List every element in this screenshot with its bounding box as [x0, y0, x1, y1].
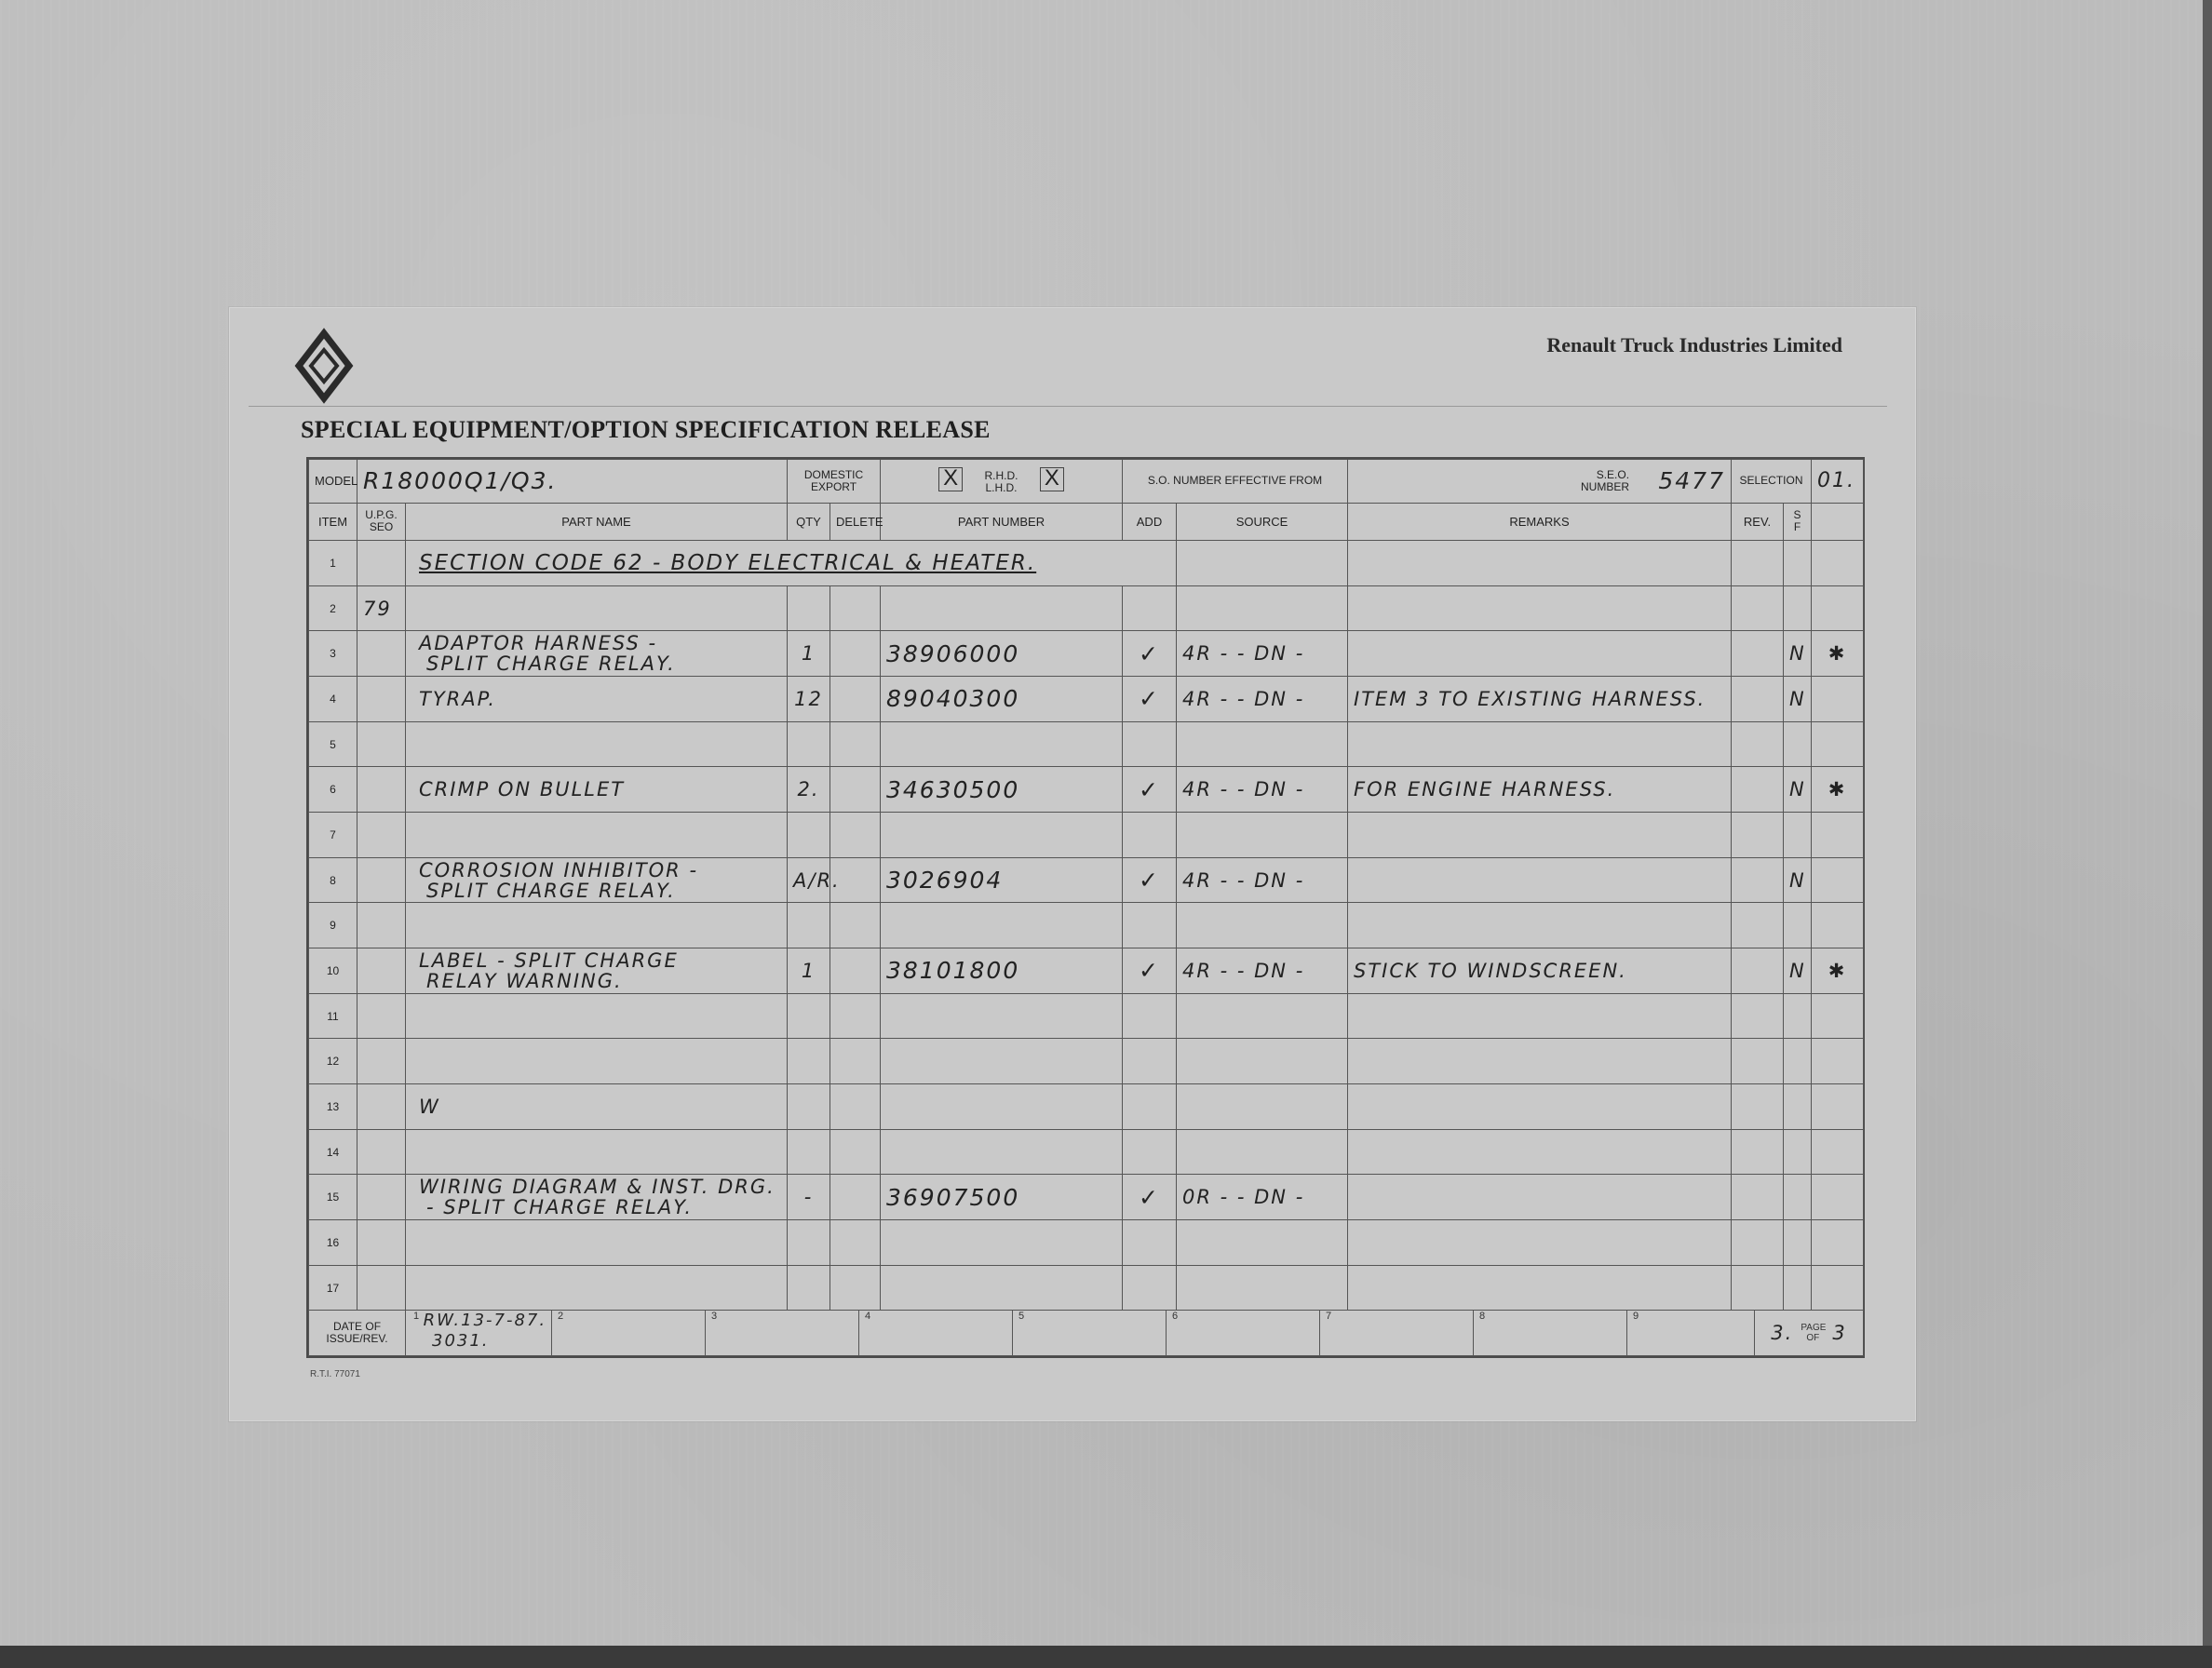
- rev-cell: [1732, 948, 1784, 994]
- item-number: 6: [309, 767, 357, 813]
- source-cell: 4R - - DN -: [1177, 677, 1348, 722]
- table-row: [309, 857, 1864, 903]
- flag-cell: [1784, 813, 1812, 858]
- source-cell: 4R - - DN -: [1177, 948, 1348, 994]
- table-row: [309, 631, 1864, 677]
- star-cell: [1812, 813, 1864, 858]
- upg-seo-cell: [357, 857, 406, 903]
- col-blank: [1812, 503, 1864, 541]
- part-number-cell: [881, 1265, 1123, 1311]
- star-cell: ✱: [1812, 631, 1864, 677]
- flag-cell: [1784, 1129, 1812, 1175]
- page-current: 3.: [1771, 1322, 1794, 1345]
- col-part-number: PART NUMBER: [881, 503, 1123, 541]
- flag-cell: N: [1784, 631, 1812, 677]
- item-number: 16: [309, 1220, 357, 1266]
- part-name-line-2: - SPLIT CHARGE RELAY.: [426, 1196, 693, 1219]
- part-name-line: CRIMP ON BULLET: [419, 778, 626, 801]
- domestic-export-cell: [788, 460, 881, 504]
- rev-cell: [1732, 1265, 1784, 1311]
- upg-seo-cell: [357, 1039, 406, 1084]
- part-number-cell: [881, 1039, 1123, 1084]
- flag-cell: [1784, 1265, 1812, 1311]
- part-number-cell: [881, 1084, 1123, 1130]
- col-upg: U.P.G. SEO: [357, 503, 406, 541]
- upg-seo-cell: [357, 721, 406, 767]
- table-row: [309, 767, 1864, 813]
- flag-cell: [1784, 1175, 1812, 1220]
- company-name: Renault Truck Industries Limited: [1546, 333, 1842, 356]
- col-remarks: REMARKS: [1348, 503, 1732, 541]
- table-row: [309, 677, 1864, 722]
- upg-seo-cell: [357, 677, 406, 722]
- delete-cell: [830, 903, 881, 948]
- flag-cell: [1784, 721, 1812, 767]
- star-cell: [1812, 585, 1864, 631]
- add-cell: [1123, 993, 1177, 1039]
- rev-cell: [1732, 857, 1784, 903]
- add-cell: [1123, 1129, 1177, 1175]
- flag-cell: [1784, 1039, 1812, 1084]
- column-header-row: [309, 503, 1864, 541]
- remarks-cell: [1348, 1265, 1732, 1311]
- footer-slot-5: [1013, 1311, 1167, 1355]
- part-name-cell: [406, 948, 788, 994]
- upg-seo-cell: 79: [357, 585, 406, 631]
- footer-row: [309, 1311, 1864, 1356]
- document-title: SPECIAL EQUIPMENT/OPTION SPECIFICATION RELEASE: [301, 416, 991, 443]
- upg-seo-cell: [357, 541, 406, 586]
- part-name-cell: [406, 677, 788, 722]
- item-number: 13: [309, 1084, 357, 1130]
- remarks-cell: [1348, 1039, 1732, 1084]
- star-cell: [1812, 1175, 1864, 1220]
- rev-cell: [1732, 767, 1784, 813]
- remarks-cell: [1348, 541, 1732, 586]
- add-cell: [1123, 585, 1177, 631]
- footer-slot-2: [552, 1311, 706, 1355]
- flag-cell: [1784, 903, 1812, 948]
- flag-cell: N: [1784, 857, 1812, 903]
- qty-cell: [788, 993, 830, 1039]
- col-rev: REV.: [1732, 503, 1784, 541]
- add-cell: ✓: [1123, 857, 1177, 903]
- upg-seo-cell: [357, 767, 406, 813]
- lhd-label: L.H.D.: [985, 481, 1018, 495]
- star-cell: ✱: [1812, 948, 1864, 994]
- item-number: 1: [309, 541, 357, 586]
- upg-seo-cell: [357, 1220, 406, 1266]
- page-total: 3: [1832, 1322, 1847, 1345]
- rev-cell: [1732, 1129, 1784, 1175]
- footer-slot-7: [1320, 1311, 1474, 1355]
- part-number-cell: 38101800: [881, 948, 1123, 994]
- part-name-cell: [406, 1175, 788, 1220]
- source-cell: [1177, 721, 1348, 767]
- part-number-cell: [881, 1220, 1123, 1266]
- specification-form: [306, 457, 1865, 1358]
- export-label: EXPORT: [810, 479, 857, 493]
- item-number: 2: [309, 585, 357, 631]
- qty-cell: [788, 1084, 830, 1130]
- rev-1-date: RW.13-7-87.: [423, 1311, 547, 1331]
- footer-slot-8: [1474, 1311, 1627, 1355]
- domestic-checkbox: X: [938, 467, 963, 491]
- part-name-cell: [406, 857, 788, 903]
- part-name-cell: [406, 767, 788, 813]
- flag-cell: [1784, 541, 1812, 586]
- rhd-checkbox: X: [1040, 467, 1064, 491]
- source-cell: [1177, 541, 1348, 586]
- upg-seo-cell: [357, 903, 406, 948]
- part-number-cell: 3026904: [881, 857, 1123, 903]
- delete-cell: [830, 1265, 881, 1311]
- add-cell: ✓: [1123, 767, 1177, 813]
- part-number-cell: 38906000: [881, 631, 1123, 677]
- model-value: R18000Q1/Q3.: [357, 460, 788, 504]
- scan-edge: [2203, 0, 2212, 1668]
- remarks-cell: [1348, 1129, 1732, 1175]
- qty-cell: 12: [788, 677, 830, 722]
- rev-cell: [1732, 993, 1784, 1039]
- flag-cell: N: [1784, 677, 1812, 722]
- rev-cell: [1732, 1220, 1784, 1266]
- table-row: [309, 721, 1864, 767]
- flag-cell: N: [1784, 767, 1812, 813]
- selection-value: 01.: [1812, 460, 1864, 504]
- delete-cell: [830, 948, 881, 994]
- star-cell: [1812, 903, 1864, 948]
- upg-seo-cell: [357, 1175, 406, 1220]
- part-name-line-2: RELAY WARNING.: [426, 969, 623, 992]
- upg-seo-cell: [357, 948, 406, 994]
- item-number: 10: [309, 948, 357, 994]
- delete-cell: [830, 721, 881, 767]
- part-number-cell: [881, 903, 1123, 948]
- part-name-cell: [406, 631, 788, 677]
- add-cell: [1123, 813, 1177, 858]
- footer-slots: [406, 1311, 1864, 1356]
- table-row: [309, 1039, 1864, 1084]
- rev-cell: [1732, 1039, 1784, 1084]
- renault-logo-icon: [297, 331, 351, 400]
- col-delete: DELETE: [830, 503, 881, 541]
- qty-cell: -: [788, 1175, 830, 1220]
- table-row: [309, 993, 1864, 1039]
- rhd-label: R.H.D.: [984, 469, 1018, 483]
- part-name-line: WIRING DIAGRAM & INST. DRG.: [419, 1176, 776, 1199]
- part-name-cell: [406, 993, 788, 1039]
- part-number-cell: [881, 1129, 1123, 1175]
- domestic-label: DOMESTIC: [803, 467, 864, 481]
- item-number: 7: [309, 813, 357, 858]
- rev-cell: [1732, 541, 1784, 586]
- part-name-cell: [406, 585, 788, 631]
- delete-cell: [830, 1175, 881, 1220]
- form-code: R.T.I. 77071: [310, 1369, 360, 1379]
- part-name-cell: [406, 1039, 788, 1084]
- col-item: ITEM: [309, 503, 357, 541]
- source-cell: 4R - - DN -: [1177, 767, 1348, 813]
- delete-cell: [830, 1129, 881, 1175]
- slot-number: 2: [558, 1311, 564, 1323]
- part-name-line: TYRAP.: [419, 687, 497, 710]
- footer-slot-6: [1167, 1311, 1320, 1355]
- rev-cell: [1732, 1175, 1784, 1220]
- table-row: [309, 1129, 1864, 1175]
- divider: [249, 406, 1887, 407]
- upg-seo-cell: [357, 1084, 406, 1130]
- add-cell: [1123, 1039, 1177, 1084]
- remarks-cell: [1348, 1084, 1732, 1130]
- remarks-cell: ITEM 3 TO EXISTING HARNESS.: [1348, 677, 1732, 722]
- upg-seo-cell: [357, 813, 406, 858]
- item-number: 12: [309, 1039, 357, 1084]
- flag-cell: [1784, 1084, 1812, 1130]
- seo-number-cell: [1348, 460, 1732, 504]
- delete-cell: [830, 767, 881, 813]
- footer-slot-1: [406, 1311, 552, 1355]
- part-name-line: ADAPTOR HARNESS -: [419, 632, 658, 655]
- item-number: 3: [309, 631, 357, 677]
- star-cell: [1812, 677, 1864, 722]
- delete-cell: [830, 813, 881, 858]
- remarks-cell: [1348, 1220, 1732, 1266]
- selection-label: SELECTION: [1732, 460, 1812, 504]
- col-source: SOURCE: [1177, 503, 1348, 541]
- col-add: ADD: [1123, 503, 1177, 541]
- qty-cell: [788, 1220, 830, 1266]
- part-name-cell: [406, 721, 788, 767]
- star-cell: [1812, 1129, 1864, 1175]
- slot-number: 4: [865, 1311, 871, 1323]
- upg-seo-cell: [357, 993, 406, 1039]
- part-name-cell: [406, 541, 1177, 586]
- source-cell: 0R - - DN -: [1177, 1175, 1348, 1220]
- part-name-cell: [406, 1129, 788, 1175]
- delete-cell: [830, 1084, 881, 1130]
- part-number-cell: [881, 585, 1123, 631]
- rev-cell: [1732, 1084, 1784, 1130]
- page-of-label: PAGE OF: [1801, 1323, 1827, 1344]
- add-cell: [1123, 1265, 1177, 1311]
- slot-number: 8: [1479, 1311, 1486, 1323]
- rev-cell: [1732, 903, 1784, 948]
- seo-number-label: S.E.O. NUMBER: [1581, 467, 1630, 493]
- add-cell: ✓: [1123, 1175, 1177, 1220]
- model-label: MODEL: [309, 460, 357, 504]
- table-row: [309, 903, 1864, 948]
- slot-number: 7: [1326, 1311, 1332, 1323]
- qty-cell: [788, 1039, 830, 1084]
- item-number: 4: [309, 677, 357, 722]
- source-cell: [1177, 1084, 1348, 1130]
- form-table: [308, 459, 1864, 1356]
- footer-slot-4: [859, 1311, 1013, 1355]
- source-cell: [1177, 993, 1348, 1039]
- item-number: 5: [309, 721, 357, 767]
- remarks-cell: [1348, 721, 1732, 767]
- table-row: [309, 948, 1864, 994]
- add-cell: [1123, 721, 1177, 767]
- scan-edge-bottom: [0, 1646, 2212, 1668]
- so-number-label: S.O. NUMBER EFFECTIVE FROM: [1123, 460, 1348, 504]
- footer-slot-3: [706, 1311, 859, 1355]
- table-row: [309, 1220, 1864, 1266]
- document-sheet: [229, 307, 1916, 1421]
- upg-seo-cell: [357, 631, 406, 677]
- remarks-cell: [1348, 903, 1732, 948]
- remarks-cell: [1348, 1175, 1732, 1220]
- source-cell: [1177, 1220, 1348, 1266]
- table-row: [309, 813, 1864, 858]
- part-name-line: W: [419, 1095, 440, 1118]
- seo-number-value: 5477: [1658, 467, 1725, 495]
- part-name-cell: [406, 1084, 788, 1130]
- qty-cell: [788, 813, 830, 858]
- rhd-lhd-cell: [881, 460, 1123, 504]
- source-cell: 4R - - DN -: [1177, 857, 1348, 903]
- rev-cell: [1732, 721, 1784, 767]
- part-name-cell: [406, 903, 788, 948]
- qty-cell: [788, 1129, 830, 1175]
- remarks-cell: [1348, 813, 1732, 858]
- item-number: 17: [309, 1265, 357, 1311]
- table-row: [309, 585, 1864, 631]
- source-cell: 4R - - DN -: [1177, 631, 1348, 677]
- flag-cell: [1784, 585, 1812, 631]
- flag-cell: [1784, 993, 1812, 1039]
- col-s: S F: [1784, 503, 1812, 541]
- delete-cell: [830, 585, 881, 631]
- qty-cell: [788, 721, 830, 767]
- item-number: 15: [309, 1175, 357, 1220]
- slot-number: 5: [1018, 1311, 1025, 1323]
- part-name-cell: [406, 1220, 788, 1266]
- star-cell: [1812, 1220, 1864, 1266]
- rev-1-code: 3031.: [432, 1331, 490, 1352]
- remarks-cell: [1348, 857, 1732, 903]
- source-cell: [1177, 585, 1348, 631]
- upg-seo-cell: [357, 1129, 406, 1175]
- form-header-row: [309, 460, 1864, 504]
- table-row: [309, 1084, 1864, 1130]
- rev-cell: [1732, 813, 1784, 858]
- col-part-name: PART NAME: [406, 503, 788, 541]
- qty-cell: [788, 585, 830, 631]
- remarks-cell: [1348, 631, 1732, 677]
- part-name-line-2: SPLIT CHARGE RELAY.: [426, 879, 676, 902]
- star-cell: ✱: [1812, 767, 1864, 813]
- part-number-cell: 89040300: [881, 677, 1123, 722]
- slot-number: 6: [1172, 1311, 1179, 1323]
- table-row: [309, 1175, 1864, 1220]
- qty-cell: 1: [788, 631, 830, 677]
- delete-cell: [830, 1039, 881, 1084]
- qty-cell: A/R.: [788, 857, 830, 903]
- qty-cell: [788, 1265, 830, 1311]
- add-cell: ✓: [1123, 631, 1177, 677]
- add-cell: ✓: [1123, 677, 1177, 722]
- part-name-cell: [406, 1265, 788, 1311]
- add-cell: [1123, 1220, 1177, 1266]
- source-cell: [1177, 1129, 1348, 1175]
- source-cell: [1177, 1039, 1348, 1084]
- qty-cell: [788, 903, 830, 948]
- qty-cell: 2.: [788, 767, 830, 813]
- date-of-issue-label: DATE OF ISSUE/REV.: [309, 1311, 406, 1356]
- item-number: 14: [309, 1129, 357, 1175]
- table-row: [309, 1265, 1864, 1311]
- table-row: [309, 541, 1864, 586]
- delete-cell: [830, 993, 881, 1039]
- slot-number: 3: [711, 1311, 718, 1323]
- part-number-cell: [881, 993, 1123, 1039]
- flag-cell: [1784, 1220, 1812, 1266]
- part-name-line: SECTION CODE 62 - BODY ELECTRICAL & HEATER.: [419, 551, 1037, 575]
- item-number: 11: [309, 993, 357, 1039]
- page-indicator: [1755, 1311, 1863, 1355]
- source-cell: [1177, 813, 1348, 858]
- slot-number: 1: [413, 1311, 420, 1323]
- part-number-cell: [881, 813, 1123, 858]
- remarks-cell: FOR ENGINE HARNESS.: [1348, 767, 1732, 813]
- delete-cell: [830, 677, 881, 722]
- add-cell: [1123, 903, 1177, 948]
- remarks-cell: [1348, 993, 1732, 1039]
- part-number-cell: 34630500: [881, 767, 1123, 813]
- star-cell: [1812, 857, 1864, 903]
- star-cell: [1812, 993, 1864, 1039]
- item-number: 8: [309, 857, 357, 903]
- footer-slot-9: [1627, 1311, 1755, 1355]
- part-name-line: LABEL - SPLIT CHARGE: [419, 948, 679, 972]
- part-name-cell: [406, 813, 788, 858]
- star-cell: [1812, 541, 1864, 586]
- part-name-line-2: SPLIT CHARGE RELAY.: [426, 652, 676, 676]
- add-cell: [1123, 1084, 1177, 1130]
- source-cell: [1177, 1265, 1348, 1311]
- item-number: 9: [309, 903, 357, 948]
- delete-cell: [830, 1220, 881, 1266]
- upg-seo-cell: [357, 1265, 406, 1311]
- rev-cell: [1732, 631, 1784, 677]
- col-qty: QTY: [788, 503, 830, 541]
- rev-cell: [1732, 585, 1784, 631]
- delete-cell: [830, 631, 881, 677]
- part-number-cell: [881, 721, 1123, 767]
- star-cell: [1812, 721, 1864, 767]
- flag-cell: N: [1784, 948, 1812, 994]
- part-name-line: CORROSION INHIBITOR -: [419, 858, 699, 881]
- star-cell: [1812, 1265, 1864, 1311]
- star-cell: [1812, 1039, 1864, 1084]
- star-cell: [1812, 1084, 1864, 1130]
- remarks-cell: [1348, 585, 1732, 631]
- part-number-cell: 36907500: [881, 1175, 1123, 1220]
- slot-number: 9: [1633, 1311, 1639, 1323]
- qty-cell: 1: [788, 948, 830, 994]
- rev-cell: [1732, 677, 1784, 722]
- add-cell: ✓: [1123, 948, 1177, 994]
- source-cell: [1177, 903, 1348, 948]
- remarks-cell: STICK TO WINDSCREEN.: [1348, 948, 1732, 994]
